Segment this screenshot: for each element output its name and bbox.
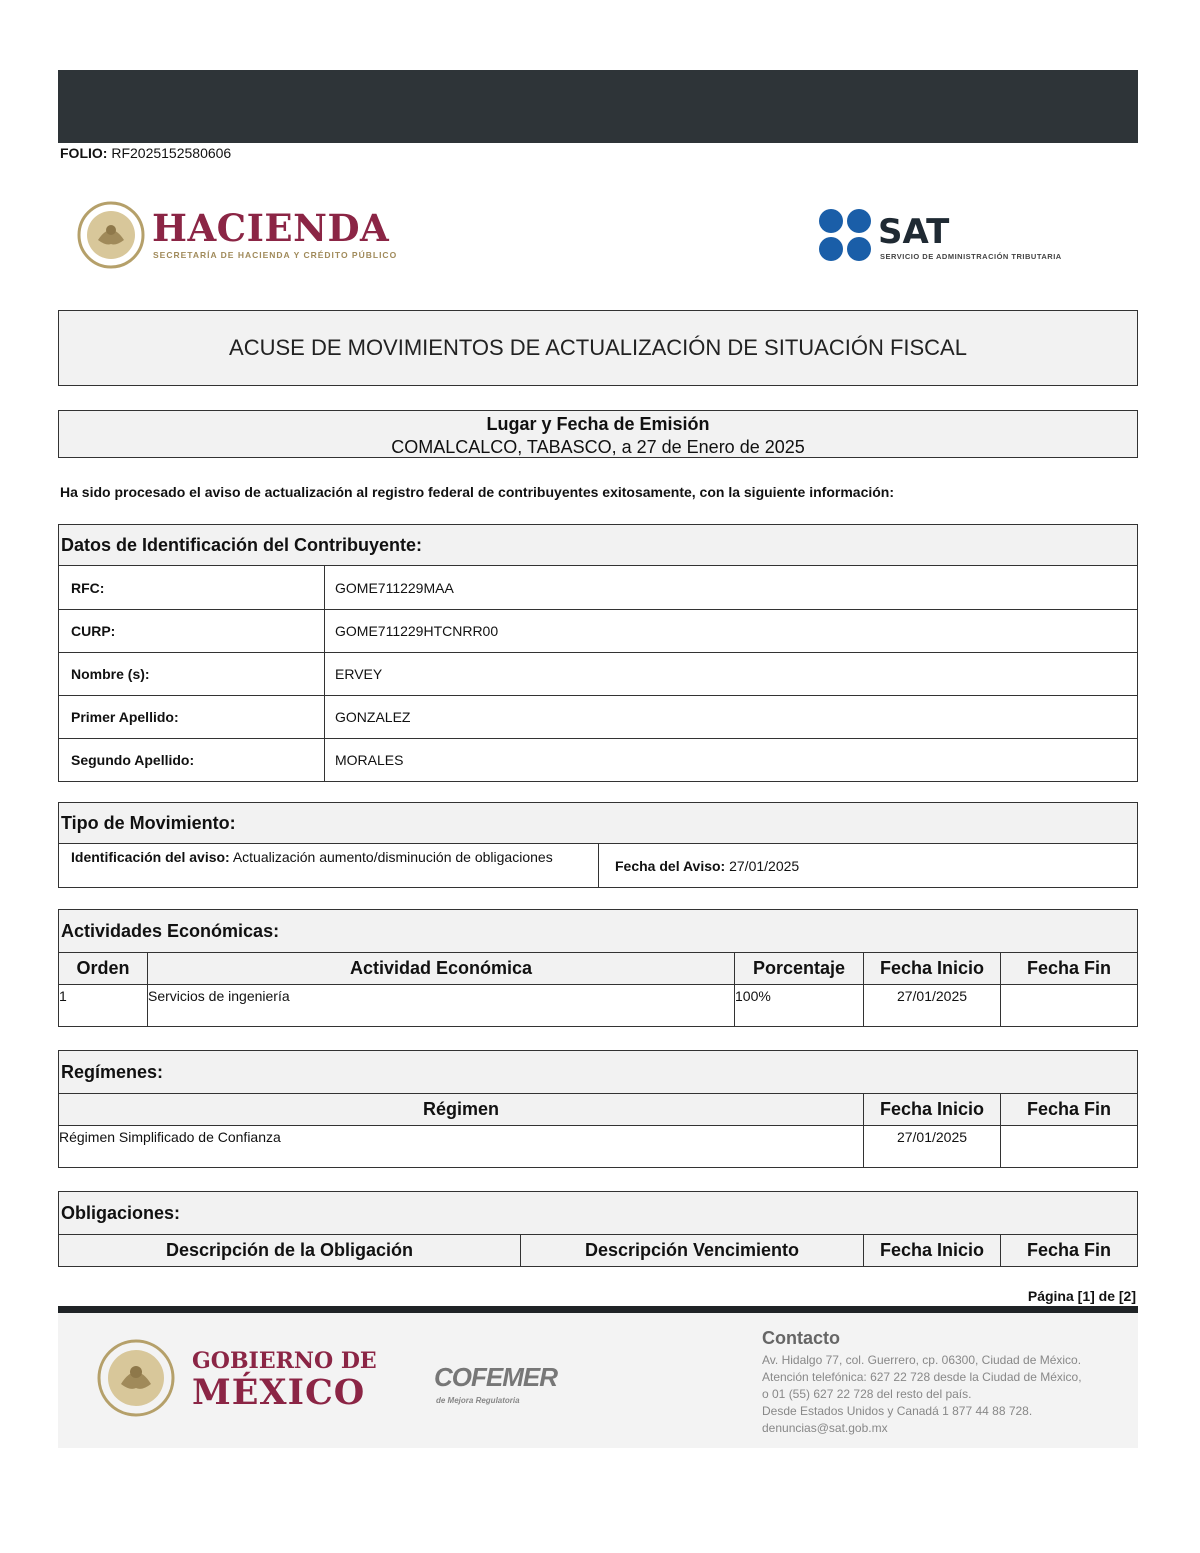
column-header: Fecha Inicio xyxy=(864,953,1001,984)
cell-fecha-inicio: 27/01/2025 xyxy=(864,1126,1001,1167)
obligaciones-section xyxy=(58,1191,1138,1267)
emision-box xyxy=(58,410,1138,458)
gobierno-title-line1: GOBIERNO DE xyxy=(192,1348,377,1374)
contacto-line: o 01 (55) 627 22 728 del resto del país. xyxy=(762,1387,972,1401)
table-row xyxy=(59,695,1137,738)
row-label: RFC: xyxy=(59,566,325,609)
table-row xyxy=(59,609,1137,652)
aviso-cell xyxy=(59,844,599,887)
contribuyente-table xyxy=(58,566,1138,782)
emision-value: COMALCALCO, TABASCO, a 27 de Enero de 2025 xyxy=(391,437,805,457)
table-header xyxy=(58,1235,1138,1267)
hacienda-logo-title: HACIENDA xyxy=(152,206,390,250)
mexico-seal-icon xyxy=(76,200,146,270)
section-heading: Tipo de Movimiento: xyxy=(58,802,1138,844)
header-bar xyxy=(58,70,1138,143)
column-header: Descripción de la Obligación xyxy=(59,1235,521,1266)
column-header: Fecha Inicio xyxy=(864,1094,1001,1125)
row-value: GONZALEZ xyxy=(335,709,411,725)
sat-logo-title: SAT xyxy=(878,212,950,252)
row-label: Segundo Apellido: xyxy=(59,739,325,781)
column-header: Descripción Vencimiento xyxy=(521,1235,864,1266)
table-row xyxy=(59,738,1137,781)
aviso-value: Actualización aumento/disminución de obligaciones xyxy=(232,849,553,865)
folio: FOLIO: RF2025152580606 xyxy=(60,145,232,161)
contribuyente-section xyxy=(58,524,1138,782)
folio-value: RF2025152580606 xyxy=(111,145,232,161)
cell-fecha-fin xyxy=(1001,985,1137,1026)
emision-label: Lugar y Fecha de Emisión xyxy=(486,414,710,434)
column-header: Fecha Fin xyxy=(1026,1240,1111,1260)
table-header xyxy=(58,1094,1138,1126)
row-value: MORALES xyxy=(335,752,404,768)
row-label: CURP: xyxy=(59,610,325,652)
row-label: Primer Apellido: xyxy=(59,696,325,738)
column-header: Fecha Fin xyxy=(1026,958,1111,978)
fecha-aviso-cell xyxy=(599,844,799,887)
column-header: Fecha Inicio xyxy=(864,1235,1001,1266)
sat-logo-icon xyxy=(818,208,872,262)
gobierno-seal-icon xyxy=(96,1338,176,1418)
hacienda-logo-subtitle: SECRETARÍA DE HACIENDA Y CRÉDITO PÚBLICO xyxy=(153,250,398,260)
row-value: GOME711229HTCNRR00 xyxy=(335,623,499,639)
movimiento-table xyxy=(58,844,1138,888)
fecha-aviso-label: Fecha del Aviso: xyxy=(615,857,726,874)
cell-orden: 1 xyxy=(59,985,148,1026)
movimiento-section xyxy=(58,802,1138,888)
column-header: Orden xyxy=(59,953,148,984)
cell-regimen: Régimen Simplificado de Confianza xyxy=(59,1126,864,1167)
column-header: Actividad Económica xyxy=(148,953,735,984)
cell-fecha-fin xyxy=(1001,1126,1137,1167)
gobierno-title-line2: MÉXICO xyxy=(192,1372,366,1413)
cofemer-logo: COFEMER xyxy=(434,1362,557,1392)
cofemer-logo-subtitle: de Mejora Regulatoria xyxy=(436,1396,520,1405)
table-header xyxy=(58,953,1138,985)
cell-actividad: Servicios de ingeniería xyxy=(148,985,735,1026)
section-heading: Actividades Económicas: xyxy=(58,909,1138,953)
document-title: ACUSE DE MOVIMIENTOS DE ACTUALIZACIÓN DE SITUACIÓN FISCAL xyxy=(58,310,1138,386)
cell-fecha-inicio: 27/01/2025 xyxy=(864,985,1001,1026)
row-label: Nombre (s): xyxy=(59,653,325,695)
contacto-text xyxy=(762,1352,1082,1437)
sat-logo-subtitle: SERVICIO DE ADMINISTRACIÓN TRIBUTARIA xyxy=(880,252,1062,261)
contacto-line: Atención telefónica: 627 22 728 desde la Ciudad de México, xyxy=(762,1370,1082,1384)
fecha-aviso-value: 27/01/2025 xyxy=(729,857,800,874)
table-row xyxy=(58,1126,1138,1168)
section-heading: Datos de Identificación del Contribuyente: xyxy=(58,524,1138,566)
contacto-email[interactable]: denuncias@sat.gob.mx xyxy=(762,1421,888,1435)
footer-bar xyxy=(58,1306,1138,1313)
table-row xyxy=(58,985,1138,1027)
contacto-line: Av. Hidalgo 77, col. Guerrero, cp. 06300, Ciudad de México. xyxy=(762,1353,1082,1367)
page-number: Página [1] de [2] xyxy=(1027,1288,1136,1304)
cell-porcentaje: 100% xyxy=(735,985,864,1026)
contacto-line: Desde Estados Unidos y Canadá 1 877 44 88 728. xyxy=(762,1404,1033,1418)
row-value: ERVEY xyxy=(335,666,383,682)
column-header: Porcentaje xyxy=(735,953,864,984)
row-value: GOME711229MAA xyxy=(335,579,454,596)
contacto-heading: Contacto xyxy=(762,1328,840,1348)
section-heading: Obligaciones: xyxy=(58,1191,1138,1235)
table-row xyxy=(59,566,1137,609)
aviso-label: Identificación del aviso: xyxy=(71,849,230,865)
actividades-section xyxy=(58,909,1138,1027)
table-row xyxy=(59,652,1137,695)
intro-text: Ha sido procesado el aviso de actualización al registro federal de contribuyentes exitosamente, con la siguiente información: xyxy=(60,484,895,500)
column-header: Fecha Fin xyxy=(1026,1099,1111,1119)
regimenes-section xyxy=(58,1050,1138,1168)
column-header: Régimen xyxy=(59,1094,864,1125)
section-heading: Regímenes: xyxy=(58,1050,1138,1094)
